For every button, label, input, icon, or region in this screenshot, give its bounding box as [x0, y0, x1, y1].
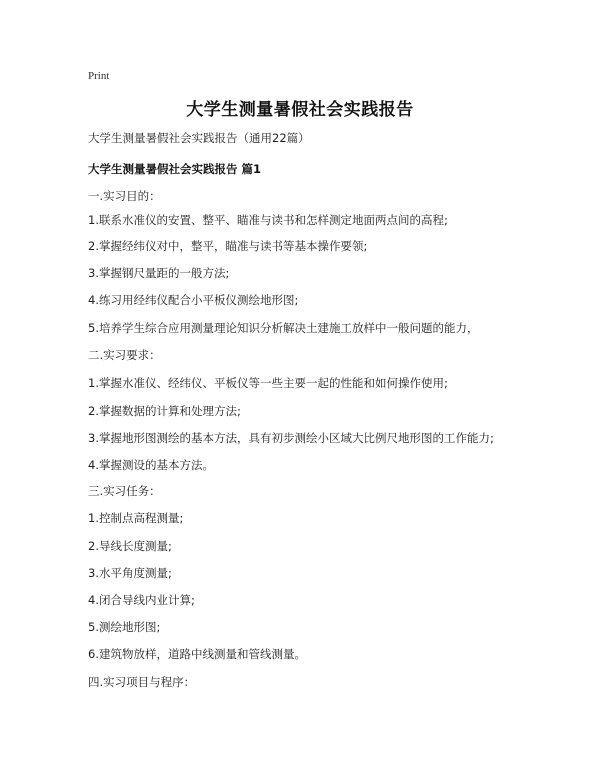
body-line: 1.掌握水准仪、经纬仪、平板仪等一些主要一起的性能和如何操作使用; [88, 376, 448, 390]
body-line: 1.联系水准仪的安置、整平、瞄准与读书和怎样测定地面两点间的高程; [88, 213, 448, 227]
body-line: 4.练习用经纬仪配合小平板仪测绘地形图; [88, 293, 299, 307]
page-title: 大学生测量暑假社会实践报告 [186, 100, 414, 120]
body-line: 5.测绘地形图; [88, 620, 161, 634]
body-line: 一.实习目的： [88, 189, 161, 203]
body-line: 5.培养学生综合应用测量理论知识分析解决土建施工放样中一般问题的能力， [88, 321, 479, 335]
body-line: 4.掌握测设的基本方法。 [88, 458, 214, 472]
body-line: 6.建筑物放样，道路中线测量和管线测量。 [88, 647, 306, 661]
body-line: 2.掌握数据的计算和处理方法; [88, 404, 241, 418]
body-line: 3.水平角度测量; [88, 566, 172, 580]
body-line: 4.闭合导线内业计算; [88, 593, 195, 607]
body-line: 四.实习项目与程序： [88, 675, 196, 689]
body-line: 二.实习要求： [88, 348, 161, 362]
body-line: 3.掌握地形图测绘的基本方法，具有初步测绘小区域大比例尺地形图的工作能力; [88, 431, 494, 445]
body-line: 2.掌握经纬仪对中，整平，瞄准与读书等基本操作要领; [88, 239, 368, 253]
print-label[interactable]: Print [88, 70, 110, 82]
body-line: 三.实习任务： [88, 484, 161, 498]
document-subtitle: 大学生测量暑假社会实践报告（通用22篇） [88, 131, 310, 145]
body-line: 1.控制点高程测量; [88, 511, 184, 525]
section-heading: 大学生测量暑假社会实践报告 篇1 [88, 162, 262, 176]
body-line: 3.掌握钢尺量距的一般方法; [88, 266, 230, 280]
body-line: 2.导线长度测量; [88, 539, 172, 553]
